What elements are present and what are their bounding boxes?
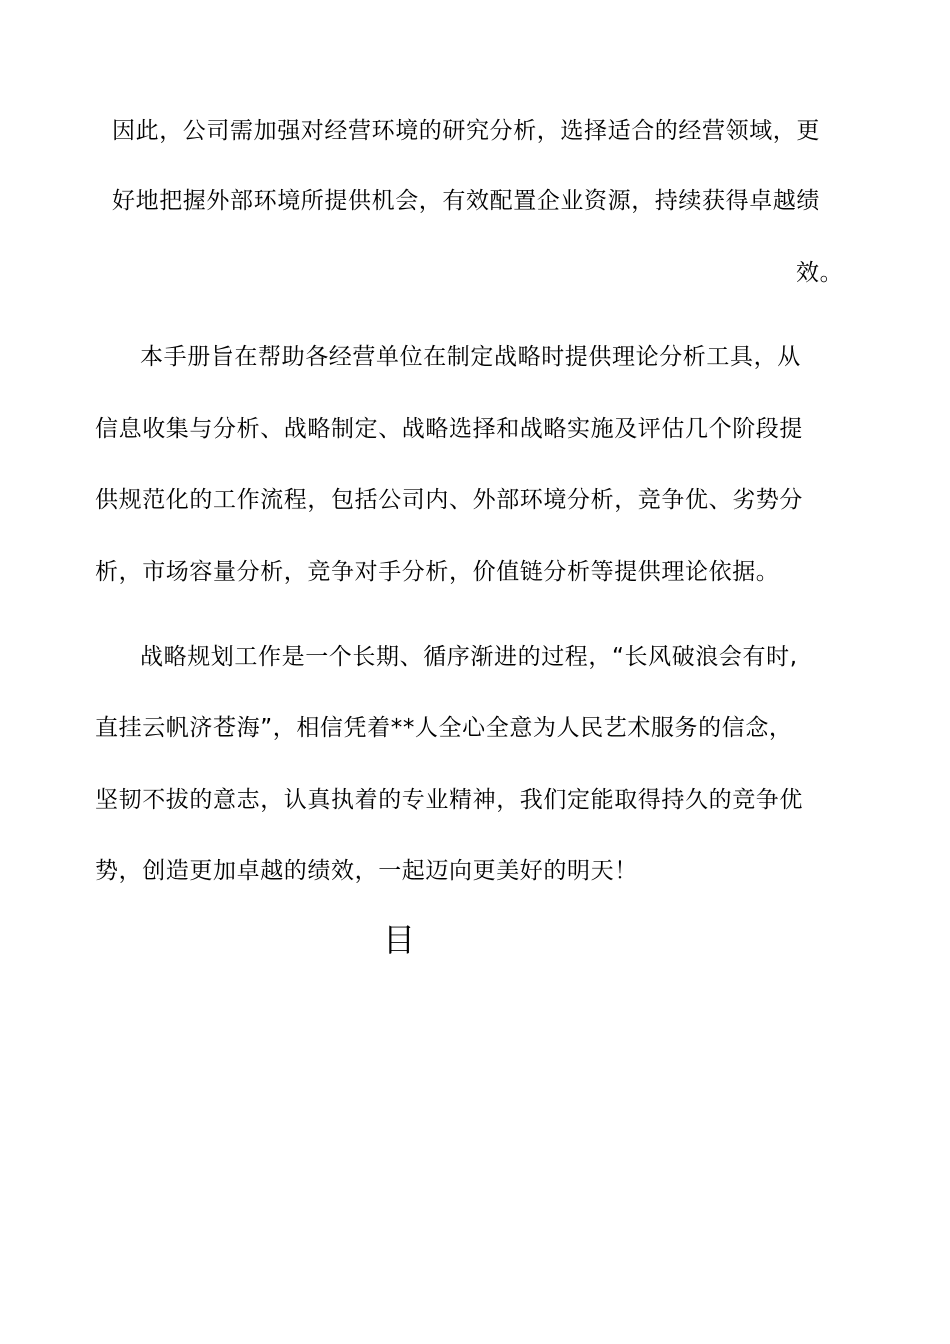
paragraph-2-line-2: 信息收集与分析、战略制定、战略选择和战略实施及评估几个阶段提 [95, 416, 803, 442]
paragraph-1-line-3: 效。 [796, 260, 844, 286]
paragraph-3-line-4: 势，创造更加卓越的绩效，一起迈向更美好的明天！ [95, 858, 638, 884]
paragraph-3-line-1: 战略规划工作是一个长期、循序渐进的过程，“长风破浪会有时, [140, 644, 798, 670]
paragraph-1-line-1: 因此，公司需加强对经营环境的研究分析，选择适合的经营领域，更 [112, 118, 820, 144]
paragraph-3-line-2: 直挂云帆济苍海”，相信凭着**人全心全意为人民艺术服务的信念， [95, 715, 793, 741]
paragraph-1-line-2: 好地把握外部环境所提供机会，有效配置企业资源，持续获得卓越绩 [112, 188, 820, 214]
toc-heading: 目 [383, 921, 416, 959]
paragraph-3-line-3: 坚韧不拔的意志，认真执着的专业精神，我们定能取得持久的竞争优 [95, 787, 803, 813]
paragraph-2-line-4: 析，市场容量分析，竞争对手分析，价值链分析等提供理论依据。 [95, 559, 780, 585]
paragraph-2-line-1: 本手册旨在帮助各经营单位在制定战略时提供理论分析工具，从 [140, 344, 801, 370]
paragraph-2-line-3: 供规范化的工作流程，包括公司内、外部环境分析，竞争优、劣势分 [95, 487, 803, 513]
